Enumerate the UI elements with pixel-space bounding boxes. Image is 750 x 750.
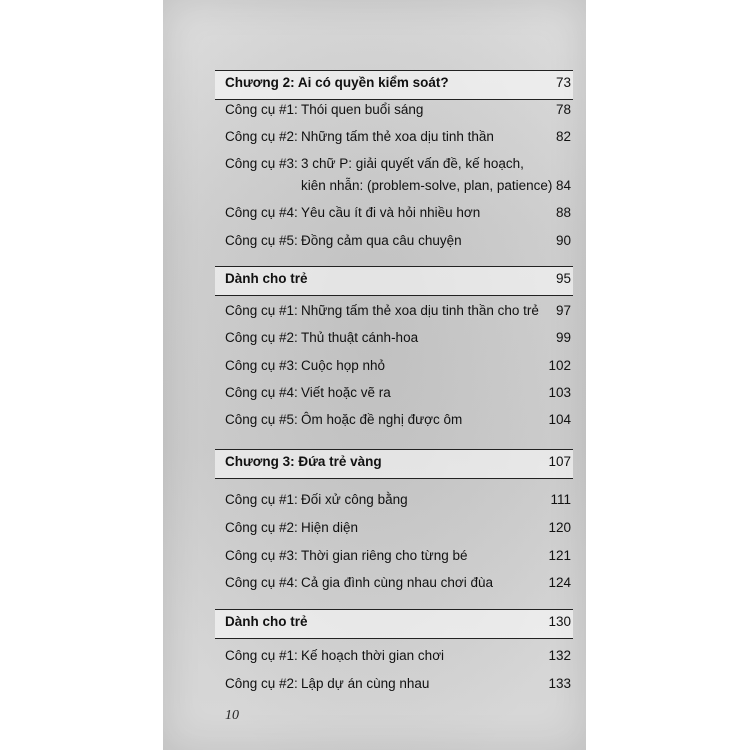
entry-title-continued: kiên nhẫn: (problem-solve, plan, patience) <box>301 178 553 193</box>
entry-label: Công cụ #4: <box>225 385 298 400</box>
section-header-chapter-2 <box>215 70 573 100</box>
entry-page-number: 90 <box>555 233 571 248</box>
entry-page-number: 102 <box>548 358 571 373</box>
book-page <box>163 0 586 750</box>
entry-page-number: 82 <box>555 129 571 144</box>
entry-label: Công cụ #4: <box>225 575 298 590</box>
entry-page-number: 84 <box>555 178 571 193</box>
entry-title: Cuộc họp nhỏ <box>301 358 386 373</box>
entry-page-number: 121 <box>548 548 571 563</box>
entry-title: Thời gian riêng cho từng bé <box>301 548 468 563</box>
section-title: Chương 2: Ai có quyền kiểm soát? <box>225 75 449 90</box>
entry-title: Viết hoặc vẽ ra <box>301 385 391 400</box>
entry-page-number: 99 <box>555 330 571 345</box>
entry-page-number: 132 <box>548 648 571 663</box>
section-page-number: 95 <box>555 271 571 286</box>
entry-title: Yêu cầu ít đi và hỏi nhiều hơn <box>301 205 481 220</box>
entry-label: Công cụ #2: <box>225 129 298 144</box>
entry-label: Công cụ #2: <box>225 676 298 691</box>
entry-title: Cả gia đình cùng nhau chơi đùa <box>301 575 493 590</box>
entry-title: Đồng cảm qua câu chuyện <box>301 233 462 248</box>
entry-title: Thủ thuật cánh-hoa <box>301 330 419 345</box>
entry-page-number: 103 <box>548 385 571 400</box>
entry-label: Công cụ #2: <box>225 330 298 345</box>
section-page-number: 130 <box>548 614 571 629</box>
entry-label: Công cụ #5: <box>225 233 298 248</box>
entry-title: Ôm hoặc đề nghị được ôm <box>301 412 463 427</box>
section-title: Chương 3: Đứa trẻ vàng <box>225 454 382 469</box>
section-header-for-children <box>215 266 573 296</box>
entry-label: Công cụ #1: <box>225 492 298 507</box>
entry-page-number: 104 <box>548 412 571 427</box>
section-title: Dành cho trẻ <box>225 614 308 629</box>
entry-label: Công cụ #3: <box>225 358 298 373</box>
section-header-for-children <box>215 609 573 639</box>
entry-label: Công cụ #2: <box>225 520 298 535</box>
entry-page-number: 97 <box>555 303 571 318</box>
toc-entry <box>225 153 573 197</box>
entry-label: Công cụ #3: <box>225 548 298 563</box>
entry-label: Công cụ #5: <box>225 412 298 427</box>
entry-title: Những tấm thẻ xoa dịu tinh thần cho trẻ <box>301 303 539 318</box>
entry-label: Công cụ #1: <box>225 303 298 318</box>
section-title: Dành cho trẻ <box>225 271 308 286</box>
entry-title: Kế hoạch thời gian chơi <box>301 648 445 663</box>
entry-page-number: 133 <box>548 676 571 691</box>
entry-title: Hiện diện <box>301 520 359 535</box>
entry-page-number: 88 <box>555 205 571 220</box>
entry-title: Lập dự án cùng nhau <box>301 676 430 691</box>
entry-page-number: 78 <box>555 102 571 117</box>
page-number: 10 <box>225 708 239 723</box>
section-page-number: 73 <box>555 75 571 90</box>
entry-label: Công cụ #4: <box>225 205 298 220</box>
entry-title: Những tấm thẻ xoa dịu tinh thần <box>301 129 494 144</box>
section-page-number: 107 <box>548 454 571 469</box>
entry-page-number: 120 <box>548 520 571 535</box>
entry-title: 3 chữ P: giải quyết vấn đề, kế hoạch, <box>301 156 524 171</box>
entry-title: Đối xử công bằng <box>301 492 408 507</box>
entry-label: Công cụ #1: <box>225 102 298 117</box>
entry-title: Thói quen buổi sáng <box>301 102 424 117</box>
entry-page-number: 111 <box>550 492 571 507</box>
entry-label: Công cụ #1: <box>225 648 298 663</box>
entry-label: Công cụ #3: <box>225 156 298 171</box>
entry-page-number: 124 <box>548 575 571 590</box>
section-header-chapter-3 <box>215 449 573 479</box>
